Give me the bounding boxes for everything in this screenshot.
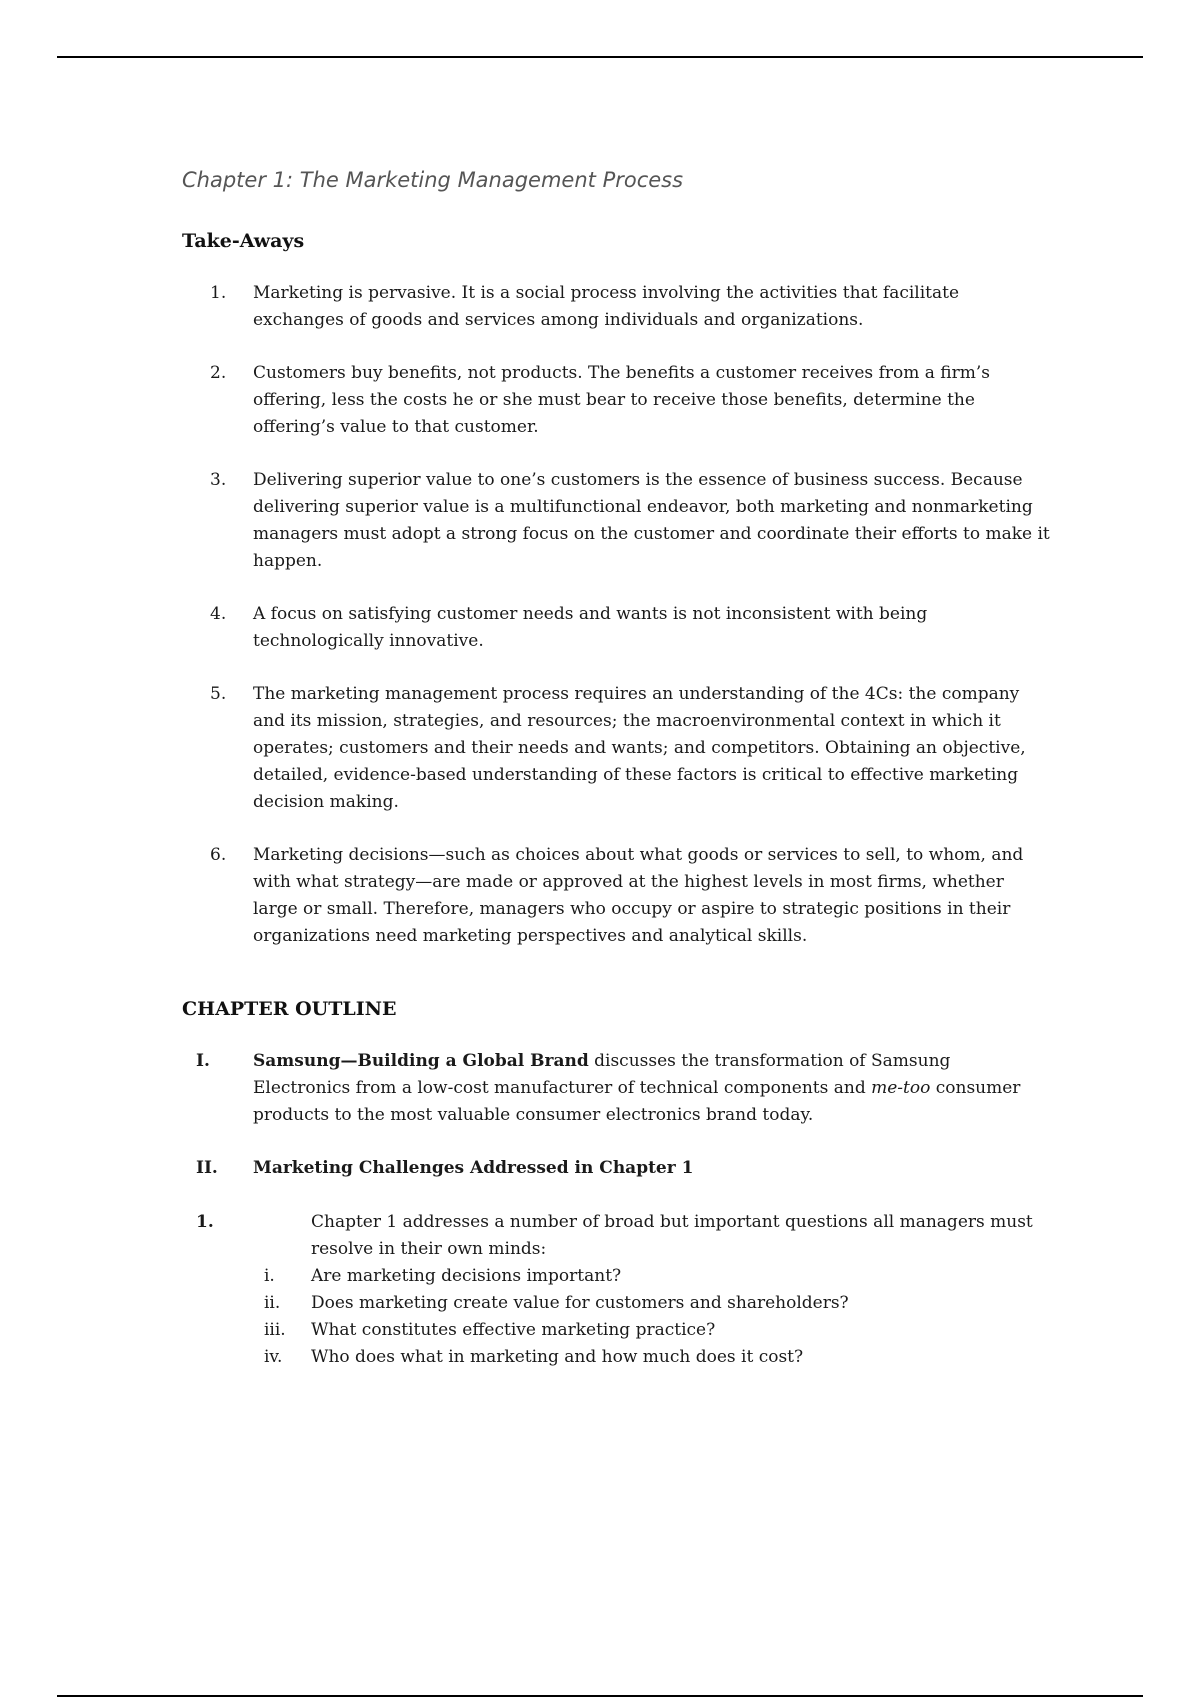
list-item [182, 360, 1052, 441]
section-number: II. [196, 1158, 218, 1178]
section-italic: me-too [871, 1078, 931, 1098]
item-text: A focus on satisfying customer needs and wants is not inconsistent with being technologically innovative. [253, 604, 928, 651]
item-number: 4. [210, 604, 227, 624]
list-item [182, 467, 1052, 575]
section-number: I. [196, 1051, 210, 1071]
question-text: Are marketing decisions important? [311, 1266, 622, 1286]
item-number: 6. [210, 845, 227, 865]
list-item [182, 681, 1052, 816]
question-item [253, 1317, 1052, 1344]
item-number: 5. [210, 684, 227, 704]
question-item [253, 1344, 1052, 1371]
chapter-outline-heading: CHAPTER OUTLINE [182, 998, 397, 1020]
item-text: Marketing is pervasive. It is a social process involving the activities that facilitate exchanges of goods and services among individuals and organizations. [253, 283, 960, 330]
outline-list [182, 1048, 1052, 1371]
takeaways-list [182, 280, 1052, 950]
list-item [182, 601, 1052, 655]
question-item [253, 1290, 1052, 1317]
item-text: The marketing management process requires an understanding of the 4Cs: the company and its mission, strategies, and resources; the macroenvironmental context in which it operates; customers and their needs and wants; and competitors. Obtaining an objective, detailed, evidence-based understanding of these factors is critical to effective marketing decision making. [253, 684, 1026, 812]
section-title: Marketing Challenges Addressed in Chapter 1 [253, 1158, 694, 1178]
section-text-a: discusses the transformation of Samsung Electronics from a low-cost manufacturer of technical components and [253, 1051, 951, 1098]
bottom-rule [57, 1695, 1143, 1697]
list-item [182, 842, 1052, 950]
sub-item-number: 1. [196, 1212, 214, 1232]
question-number: ii. [264, 1293, 281, 1313]
question-number: i. [264, 1266, 275, 1286]
takeaways-heading: Take-Aways [182, 230, 305, 252]
item-text: Delivering superior value to one’s customers is the essence of business success. Because delivering superior value is a multifunctional endeavor, both marketing and nonmarketing managers must adopt a strong focus on the customer and coordinate their efforts to make it happen. [253, 470, 1050, 571]
outline-section-challenges [182, 1155, 1052, 1371]
document-body [182, 166, 1052, 1397]
item-number: 1. [210, 283, 227, 303]
item-number: 2. [210, 363, 227, 383]
section-lead: Samsung—Building a Global Brand [253, 1051, 589, 1071]
question-text: Who does what in marketing and how much does it cost? [311, 1347, 804, 1367]
item-number: 3. [210, 470, 227, 490]
question-text: What constitutes effective marketing practice? [311, 1320, 716, 1340]
question-item [253, 1263, 1052, 1290]
question-number: iii. [264, 1320, 286, 1340]
sub-item-text: Chapter 1 addresses a number of broad but important questions all managers must resolve in their own minds: [311, 1212, 1033, 1259]
question-number: iv. [264, 1347, 283, 1367]
outline-section-samsung [182, 1048, 1052, 1129]
item-text: Marketing decisions—such as choices about what goods or services to sell, to whom, and with what strategy—are made or approved at the highest levels in most firms, whether large or small. Therefore, managers who occupy or aspire to strategic positions in their organizations need marketing perspectives and analytical skills. [253, 845, 1024, 946]
top-rule [57, 56, 1143, 58]
item-text: Customers buy benefits, not products. The benefits a customer receives from a firm’s offering, less the costs he or she must bear to receive those benefits, determine the offering’s value to that customer. [253, 363, 990, 437]
section-text-b: consumer products to the most valuable consumer electronics brand today. [253, 1078, 1021, 1125]
list-item [182, 280, 1052, 334]
chapter-title: Chapter 1: The Marketing Management Process [182, 168, 684, 192]
question-text: Does marketing create value for customers and shareholders? [311, 1293, 849, 1313]
sub-item [182, 1209, 1052, 1371]
questions-list [264, 1263, 1052, 1371]
